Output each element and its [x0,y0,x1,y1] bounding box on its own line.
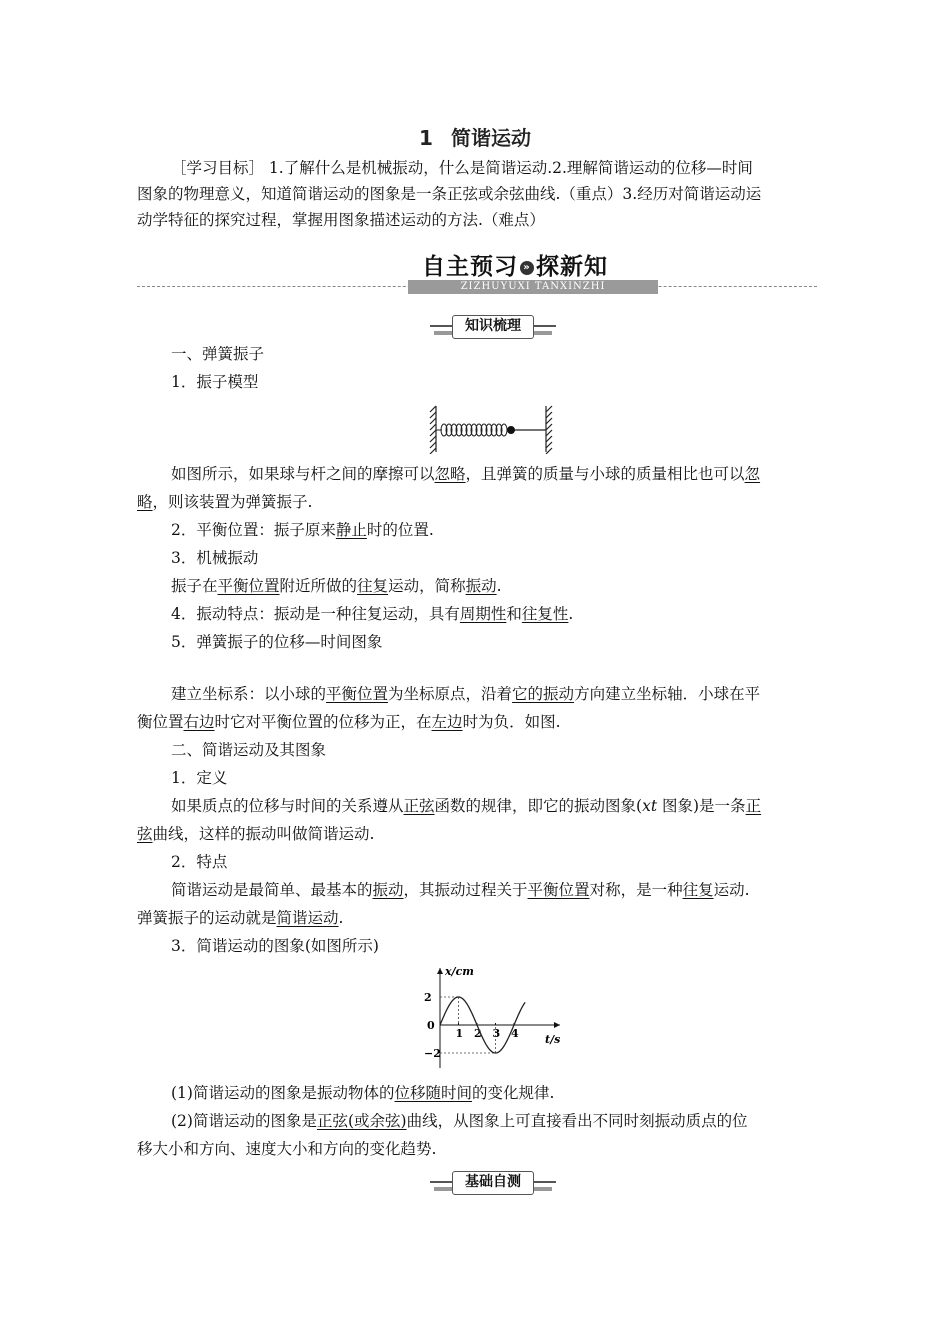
right-wall [546,406,552,454]
heading-spring-oscillator: 一、弹簧振子 [171,345,265,363]
paragraph-graph-1: (1)简谐运动的图象是振动物体的位移随时间的变化规律. [171,1084,555,1102]
paragraph-coordinate-2: 衡位置右边时它对平衡位置的位移为正，在左边时为负．如图. [137,713,561,731]
paragraph-graph-2a: (2)简谐运动的图象是正弦(或余弦)曲线，从图象上可直接看出不同时刻振动质点的位 [171,1112,748,1130]
spring [436,424,507,436]
heading-oscillator-model: 1．振子模型 [171,373,259,391]
paragraph-features-1: 简谐运动是最简单、最基本的振动，其振动过程关于平衡位置对称，是一种往复运动. [171,881,750,899]
banner-title-left: 自主预习 [422,254,518,280]
arrow-icon: » [520,261,534,275]
x-tick-label: 2 [474,1027,482,1040]
paragraph-coordinate-1: 建立坐标系：以小球的平衡位置为坐标原点，沿着它的振动方向建立坐标轴．小球在平 [171,685,761,703]
ball [507,426,515,434]
section-label-knowledge [430,315,556,337]
shm-graph [418,962,568,1072]
heading-shm: 二、简谐运动及其图象 [171,741,327,759]
y-axis-label: x/cm [445,965,474,978]
heading-definition: 1．定义 [171,769,228,787]
x-axis-label: t/s [545,1033,561,1046]
section-label-text: 知识梳理 [452,315,534,339]
objectives-line-2: 图象的物理意义，知道简谐运动的图象是一条正弦或余弦曲线.（重点）3.经历对简谐运动运 [137,185,762,203]
item-vibration-features: 4．振动特点：振动是一种往复运动，具有周期性和往复性. [171,605,574,623]
heading-features: 2．特点 [171,853,228,871]
left-wall [430,406,436,454]
paragraph-vibration: 振子在平衡位置附近所做的往复运动，简称振动. [171,577,502,595]
x-tick-label: 4 [511,1027,519,1040]
section-label-text: 基础自测 [452,1171,534,1195]
paragraph-model-2: 略，则该装置为弹簧振子. [137,493,313,511]
banner-title-right: 探新知 [536,254,608,280]
x-tick-label: 3 [492,1027,501,1040]
heading-displacement-time: 5．弹簧振子的位移—时间图象 [171,633,383,651]
paragraph-definition-1: 如果质点的位移与时间的关系遵从正弦函数的规律，即它的振动图象(xt 图象)是一条正 [171,797,762,815]
paragraph-features-2: 弹簧振子的运动就是简谐运动. [137,909,344,927]
y-tick-label: 2 [424,991,432,1004]
y-tick-label: −2 [424,1047,441,1060]
title-number: 1 [419,126,433,150]
title-text: 简谐运动 [450,126,531,150]
page-title [0,122,950,151]
heading-mechanical-vibration: 3．机械振动 [171,549,259,567]
banner-title [422,248,652,282]
banner-pinyin: ZIZHUYUXI TANXINZHI [408,280,658,294]
paragraph-model-1: 如图所示，如果球与杆之间的摩擦可以忽略，且弹簧的质量与小球的质量相比也可以忽 [171,465,761,483]
spring-oscillator-figure [428,404,556,454]
section-label-self-test [430,1171,556,1193]
section-banner [408,248,658,294]
paragraph-definition-2: 弦曲线，这样的振动叫做简谐运动. [137,825,375,843]
item-equilibrium: 2．平衡位置：振子原来静止时的位置. [171,521,434,539]
paragraph-graph-2b: 移大小和方向、速度大小和方向的变化趋势. [137,1140,437,1158]
heading-shm-graph: 3．简谐运动的图象(如图所示) [171,937,379,955]
x-tick-label: 1 [455,1027,464,1040]
objectives-line-1: ［学习目标］ 1.了解什么是机械振动，什么是简谐运动.2.理解简谐运动的位移—时间 [171,159,753,177]
objectives-line-3: 动学特征的探究过程，掌握用图象描述运动的方法.（难点） [137,211,545,229]
origin-label: 0 [427,1019,435,1032]
